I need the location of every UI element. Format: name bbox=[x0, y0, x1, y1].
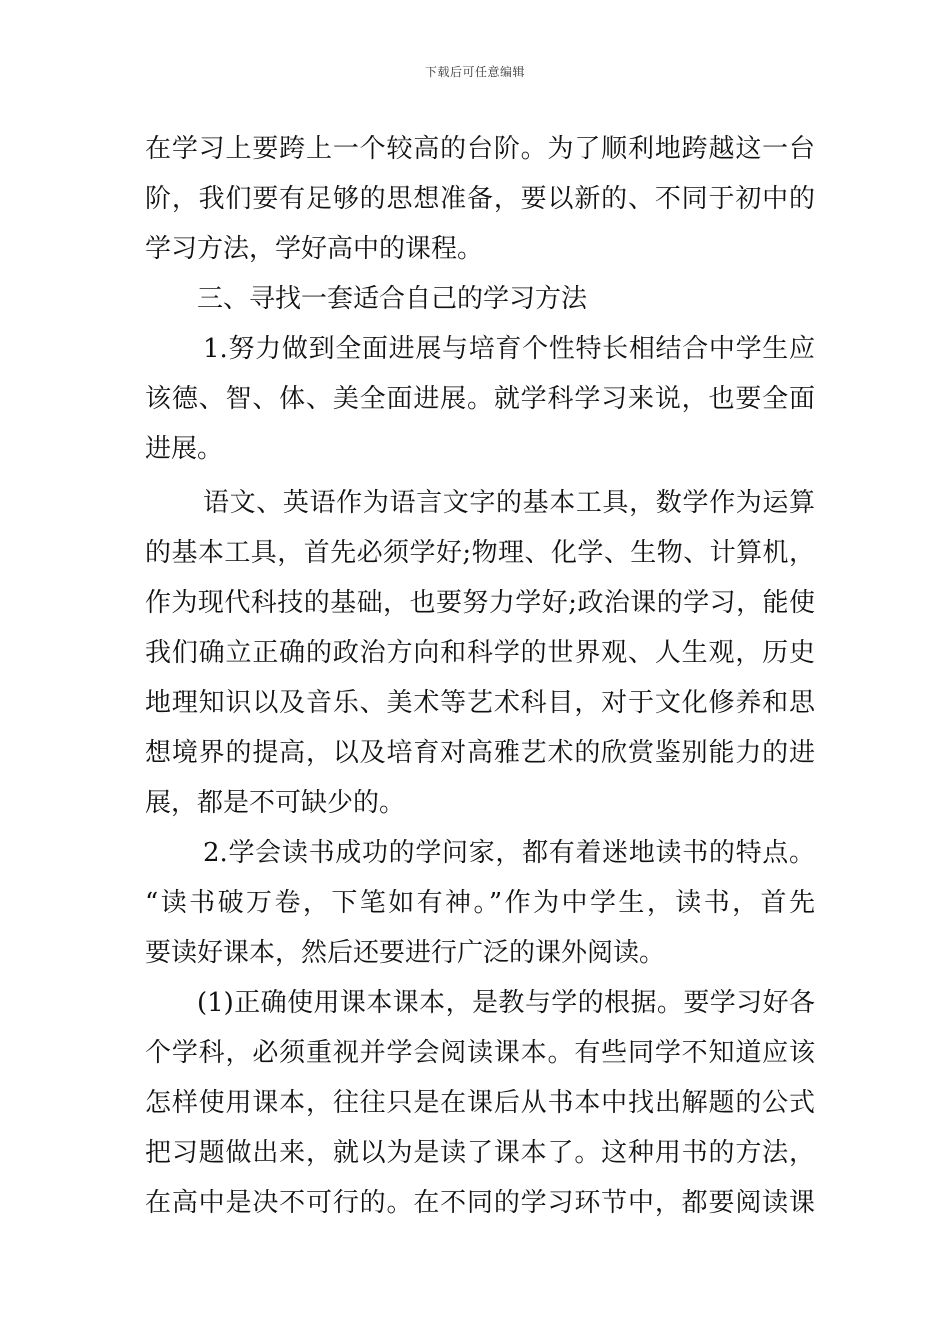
text-line: 1.努力做到全面进展与培育个性特长相结合中学生应 bbox=[203, 334, 815, 364]
text-line: “读书破万卷，下笔如有神。”作为中学生，读书，首先 bbox=[145, 888, 815, 918]
text-line: 要读好课本，然后还要进行广泛的课外阅读。 bbox=[145, 938, 666, 968]
paragraph bbox=[145, 828, 815, 978]
text-line: 在学习上要跨上一个较高的台阶。为了顺利地跨越这一台 bbox=[145, 134, 815, 164]
paragraph bbox=[145, 124, 815, 274]
text-line: 2.学会读书成功的学问家，都有着迷地读书的特点。 bbox=[203, 838, 815, 868]
text-line: 展，都是不可缺少的。 bbox=[145, 788, 406, 818]
text-line: 地理知识以及音乐、美术等艺术科目，对于文化修养和思 bbox=[145, 688, 815, 718]
text-line: 三、寻找一套适合自己的学习方法 bbox=[197, 284, 588, 314]
document-body bbox=[145, 124, 815, 1228]
text-line: (1)正确使用课本课本，是教与学的根据。要学习好各 bbox=[197, 988, 815, 1018]
text-line: 阶，我们要有足够的思想准备，要以新的、不同于初中的 bbox=[145, 184, 815, 214]
paragraph bbox=[145, 978, 815, 1228]
text-line: 学习方法，学好高中的课程。 bbox=[145, 234, 484, 264]
section-heading bbox=[145, 274, 815, 324]
paragraph bbox=[145, 324, 815, 474]
text-line: 把习题做出来，就以为是读了课本了。这种用书的方法， bbox=[145, 1138, 815, 1168]
text-line: 进展。 bbox=[145, 434, 224, 464]
page-header: 下载后可任意编辑 bbox=[424, 65, 525, 79]
text-line: 怎样使用课本，往往只是在课后从书本中找出解题的公式 bbox=[145, 1088, 815, 1118]
paragraph bbox=[145, 478, 815, 828]
text-line: 语文、英语作为语言文字的基本工具，数学作为运算 bbox=[203, 488, 815, 518]
text-line: 作为现代科技的基础，也要努力学好;政治课的学习，能使 bbox=[145, 588, 815, 618]
text-line: 该德、智、体、美全面进展。就学科学习来说，也要全面 bbox=[145, 384, 815, 414]
text-line: 的基本工具，首先必须学好;物理、化学、生物、计算机， bbox=[145, 538, 815, 568]
text-line: 个学科，必须重视并学会阅读课本。有些同学不知道应该 bbox=[145, 1038, 815, 1068]
text-line: 想境界的提高，以及培育对高雅艺术的欣赏鉴别能力的进 bbox=[145, 738, 815, 768]
text-line: 在高中是决不可行的。在不同的学习环节中，都要阅读课 bbox=[145, 1188, 815, 1218]
text-line: 我们确立正确的政治方向和科学的世界观、人生观，历史 bbox=[145, 638, 815, 668]
